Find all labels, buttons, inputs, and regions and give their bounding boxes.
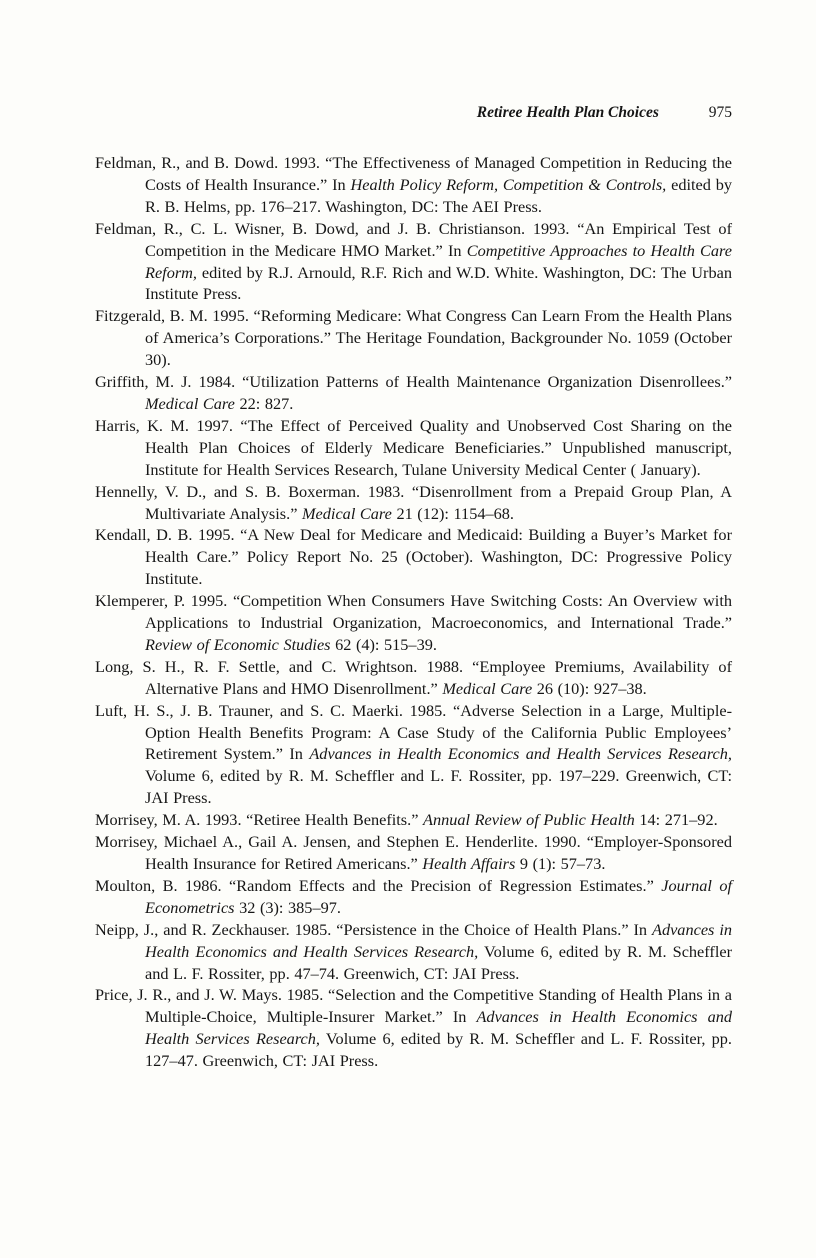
reference-entry (95, 831, 732, 875)
page-number: 975 (708, 104, 732, 121)
reference-entry (95, 371, 732, 415)
reference-text: Neipp, J., and R. Zeckhauser. 1985. “Persistence in the Choice of Health Plans.” In (95, 919, 652, 939)
reference-text: 21 (12): 1154–68. (391, 503, 514, 523)
reference-text: Morrisey, Michael A., Gail A. Jensen, and Stephen E. Henderlite. 1990. “Employer-Sponsored Health Insurance for Retired Americans.” (95, 832, 732, 873)
reference-text: Volume 6, edited by R. M. Scheffler and L. F. Rossiter, pp. 47–74. Greenwich, CT: JAI Press. (145, 941, 733, 983)
reference-text: Moulton, B. 1986. “Random Effects and the Precision of Regression Estimates.” (95, 875, 662, 895)
reference-text: edited by R.J. Arnould, R.F. Rich and W.D. White. Washington, DC: The Urban Institute Press. (145, 262, 732, 304)
reference-text: edited by R. B. Helms, pp. 176–217. Washington, DC: The AEI Press. (145, 174, 732, 216)
reference-text: Luft, H. S., J. B. Trauner, and S. C. Maerki. 1985. “Adverse Selection in a Large, Multiple-Option Health Benefits Program: A Case Study of the California Public Employees’ Retirement System.” In (95, 700, 732, 764)
running-head (95, 0, 732, 123)
reference-text: 22: 827. (234, 393, 294, 413)
reference-text: Long, S. H., R. F. Settle, and C. Wrightson. 1988. “Employee Premiums, Availability of Alternative Plans and HMO Disenrollment.” (95, 656, 732, 698)
reference-title-italic: Advances in Health Economics and Health Services Research, (145, 919, 732, 961)
reference-text: 62 (4): 515–39. (330, 634, 437, 654)
reference-title-italic: Review of Economic Studies (145, 634, 331, 654)
reference-title-italic: Competitive Approaches to Health Care Reform, (145, 240, 732, 282)
reference-entry (95, 152, 732, 218)
reference-text: Morrisey, M. A. 1993. “Retiree Health Benefits.” (95, 810, 423, 830)
reference-title-italic: Annual Review of Public Health (423, 810, 635, 830)
reference-text: 14: 271–92. (634, 810, 718, 830)
reference-title-italic: Journal of Econometrics (145, 875, 732, 917)
reference-text: Hennelly, V. D., and S. B. Boxerman. 1983. “Disenrollment from a Prepaid Group Plan, A Multivariate Analysis.” (95, 481, 732, 523)
reference-entry (95, 415, 732, 481)
reference-text: Feldman, R., and B. Dowd. 1993. “The Effectiveness of Managed Competition in Reducing the Costs of Health Insurance.” In (95, 153, 732, 194)
paper-page (95, 0, 732, 1072)
reference-entry (95, 984, 732, 1072)
reference-entry (95, 809, 732, 831)
reference-title-italic: Medical Care (145, 393, 235, 413)
reference-entry (95, 524, 732, 590)
reference-entry (95, 875, 732, 919)
reference-text: 9 (1): 57–73. (515, 854, 606, 873)
reference-title-italic: Advances in Health Economics and Health Services Research, (309, 744, 732, 764)
reference-entry (95, 700, 732, 810)
reference-title-italic: Health Affairs (422, 854, 516, 873)
reference-text: Griffith, M. J. 1984. “Utilization Patterns of Health Maintenance Organization Disenrollees.” (95, 372, 732, 392)
reference-text: 26 (10): 927–38. (532, 678, 647, 698)
reference-entry (95, 218, 732, 306)
reference-entry (95, 656, 732, 700)
reference-text: Volume 6, edited by R. M. Scheffler and L. F. Rossiter, pp. 197–229. Greenwich, CT: JAI Press. (145, 766, 732, 808)
running-head-title: Retiree Health Plan Choices (476, 104, 659, 121)
reference-text: Fitzgerald, B. M. 1995. “Reforming Medicare: What Congress Can Learn From the Health Plans of America’s Corporations.” The Heritage Foundation, Backgrounder No. 1059 (October 30). (95, 306, 732, 370)
reference-entry (95, 481, 732, 525)
reference-text: Volume 6, edited by R. M. Scheffler and L. F. Rossiter, pp. 127–47. Greenwich, CT: JAI Press. (145, 1029, 732, 1071)
reference-title-italic: Medical Care (302, 503, 392, 523)
reference-text: Kendall, D. B. 1995. “A New Deal for Medicare and Medicaid: Building a Buyer’s Market for Health Care.” Policy Report No. 25 (October). Washington, DC: Progressive Policy Institute. (95, 525, 732, 589)
reference-text: 32 (3): 385–97. (234, 897, 341, 917)
reference-entry (95, 919, 732, 985)
reference-text: Harris, K. M. 1997. “The Effect of Perceived Quality and Unobserved Cost Sharing on the Health Plan Choices of Elderly Medicare Beneficiaries.” Unpublished manuscript, Institute for Health Services Research, Tulane University Medical Center ( January). (95, 415, 732, 479)
reference-list (95, 152, 732, 1072)
reference-entry (95, 305, 732, 371)
reference-text: Price, J. R., and J. W. Mays. 1985. “Selection and the Competitive Standing of Health Plans in a Multiple-Choice, Multiple-Insurer Market.” In (95, 985, 732, 1027)
reference-title-italic: Health Policy Reform, Competition & Controls, (350, 174, 667, 194)
reference-title-italic: Advances in Health Economics and Health Services Research, (145, 1007, 733, 1049)
reference-text: Klemperer, P. 1995. “Competition When Consumers Have Switching Costs: An Overview with Applications to Industrial Organization, Macroeconomics, and International Trade.” (95, 591, 732, 633)
reference-title-italic: Medical Care (442, 678, 533, 698)
reference-text: Feldman, R., C. L. Wisner, B. Dowd, and J. B. Christianson. 1993. “An Empirical Test of Competition in the Medicare HMO Market.” In (95, 218, 732, 260)
reference-entry (95, 590, 732, 656)
